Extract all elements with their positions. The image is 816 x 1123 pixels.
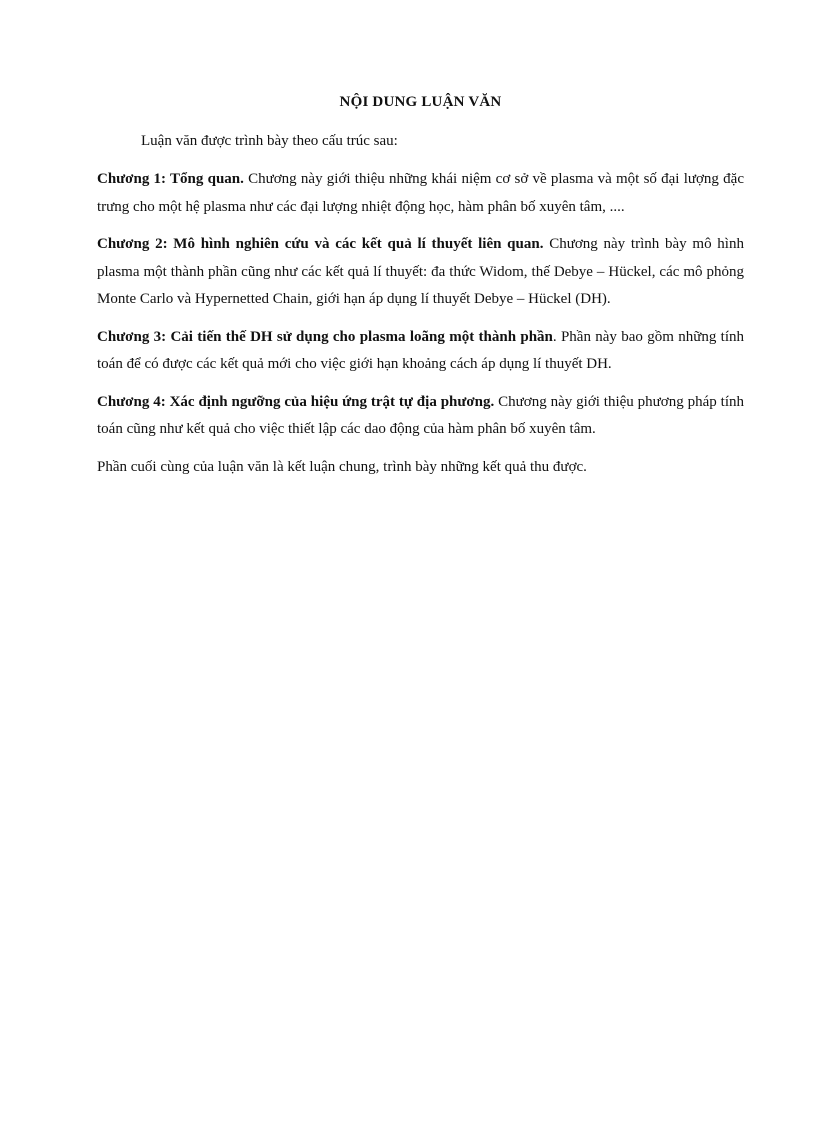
- chapter-3-heading: Chương 3: Cải tiến thế DH sử dụng cho plasma loãng một thành phần: [97, 328, 553, 345]
- chapter-1-paragraph: [97, 166, 744, 221]
- chapter-4-heading: Chương 4: Xác định ngưỡng của hiệu ứng trật tự địa phương.: [97, 393, 495, 410]
- chapter-4-paragraph: [97, 389, 744, 444]
- document-page: [97, 92, 744, 481]
- chapter-3-body: . Phần này bao gồm những tính toán để có được các kết quả mới cho việc giới hạn khoảng cách áp dụng lí thuyết DH.: [97, 328, 745, 372]
- chapter-2-paragraph: [97, 231, 744, 314]
- intro-paragraph: Luận văn được trình bày theo cấu trúc sau:: [141, 133, 398, 149]
- chapter-2-heading: Chương 2: Mô hình nghiên cứu và các kết quả lí thuyết liên quan.: [97, 236, 544, 252]
- page-title: NỘI DUNG LUẬN VĂN: [339, 94, 502, 110]
- chapter-1-heading: Chương 1: Tổng quan.: [97, 171, 244, 187]
- closing-paragraph: Phần cuối cùng của luận văn là kết luận chung, trình bày những kết quả thu được.: [97, 458, 587, 475]
- chapter-4-body: Chương này giới thiệu phương pháp tính toán cũng như kết quả cho việc thiết lập các dao động của hàm phân bố xuyên tâm.: [97, 393, 744, 437]
- chapter-3-paragraph: [97, 324, 744, 379]
- chapter-1-body: Chương này giới thiệu những khái niệm cơ sở về plasma và một số đại lượng đặc trưng cho một hệ plasma như các đại lượng nhiệt động học, hàm phân bố xuyên tâm, ....: [97, 171, 744, 215]
- chapter-2-body: Chương này trình bày mô hình plasma một thành phần cũng như các kết quả lí thuyết: đa thức Widom, thế Debye – Hückel, các mô phỏng Monte Carlo và Hypernetted Chain, giới hạn áp dụng lí thuyết Debye – Hückel (DH).: [97, 236, 744, 307]
